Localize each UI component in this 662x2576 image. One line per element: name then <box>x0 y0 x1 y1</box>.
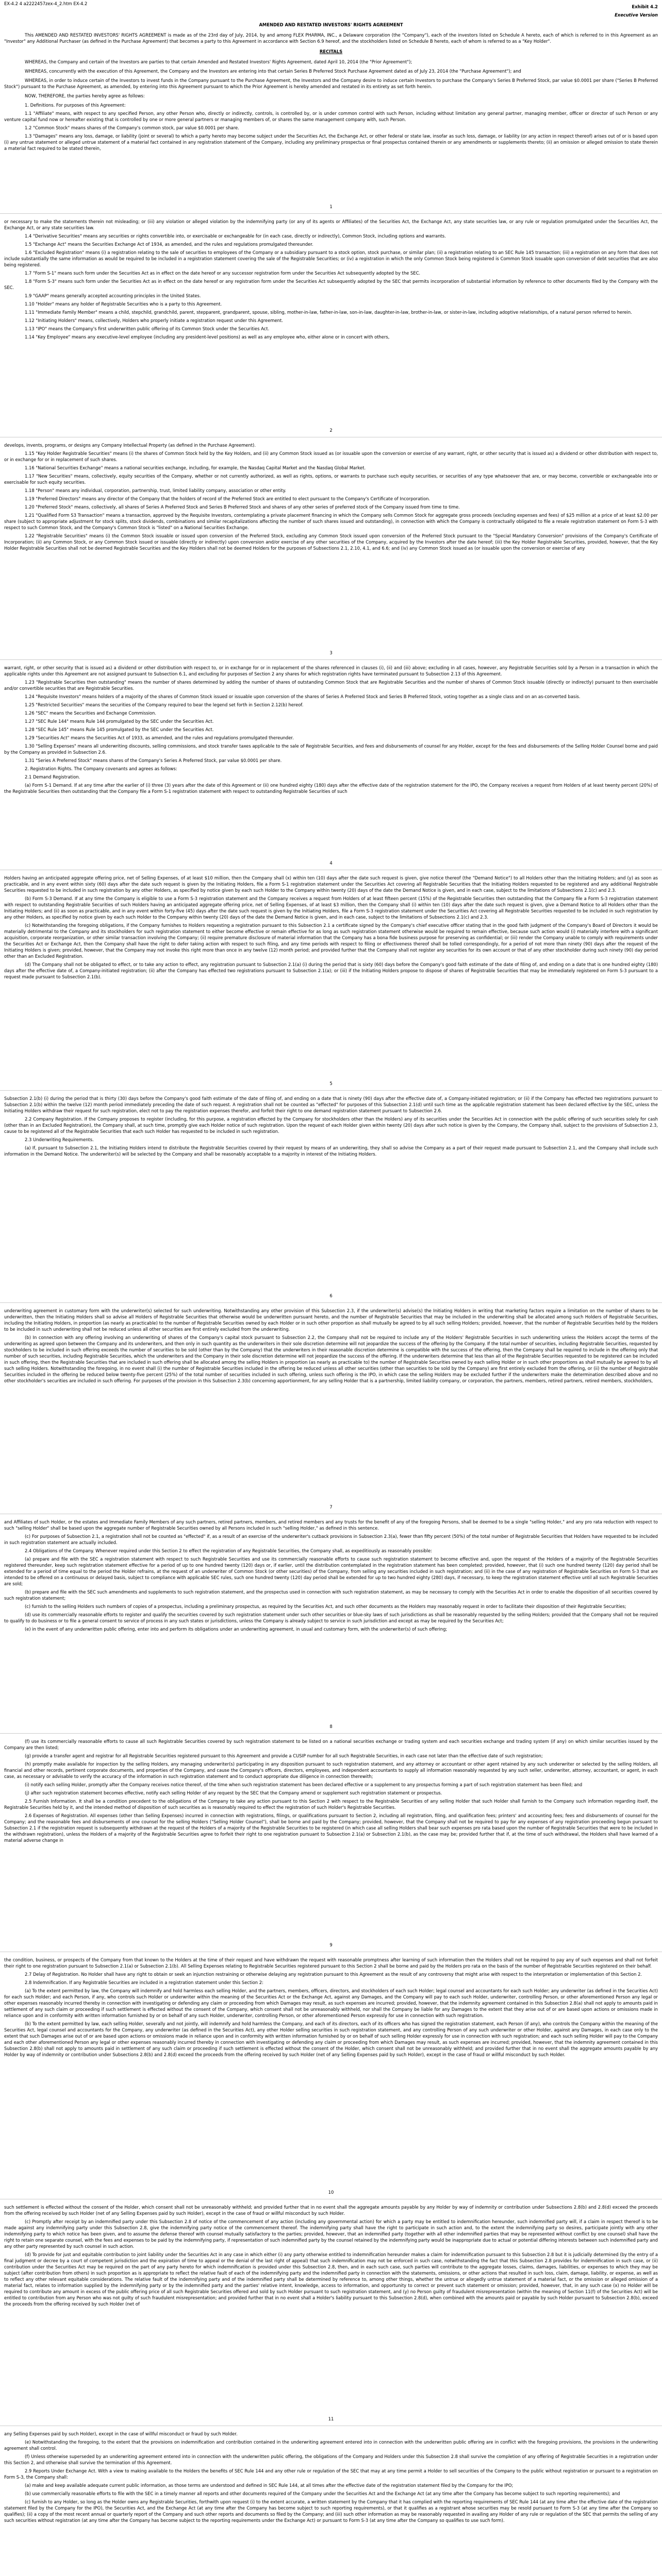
section-1-4: 1.4 "Derivative Securities" means any securities or rights convertible into, or exercisable or exchangeable for (in each case, directly or indirectly), Common Stock, including options and warrants. <box>25 233 446 239</box>
page-12-continuation: any Selling Expenses paid by such Holder), except in the case of willful misconduct or fraud by such Holder. <box>4 2431 238 2436</box>
page-10 <box>4 1957 658 2058</box>
version-label: Executive Version <box>615 12 658 18</box>
section-2-3-a: (a) If, pursuant to Subsection 2.1, the Initiating Holders intend to distribute the Registrable Securities covered by their request by means of an underwriting, they shall so advise the Company as a part of their request made pursuant to Subsection 2.1, and the Company shall include such information in the Demand Notice. The underwriter(s) will be selected by the Company and shall be reasonably acceptable to a majority in interest of the Initiating Holders. <box>4 1145 658 1157</box>
section-2-4-h: (h) promptly make available for inspection by the selling Holders, any managing underwriter(s) participating in any disposition pursuant to such registration statement, and any attorney or accountant or other agent retained by any such underwriter or selected by the selling Holders, all financial and other records, pertinent corporate documents, and properties of the Company, and cause the Company's officers, directors, employees, and independent accountants to supply all information reasonably requested by any such seller, underwriter, attorney, accountant, or agent, in each case, as necessary or advisable to verify the accuracy of the information in such registration statement and to conduct appropriate due diligence in connection therewith; <box>4 1761 658 1779</box>
section-2-4-g: (g) provide a transfer agent and registrar for all Registrable Securities registered pursuant to this Agreement and provide a CUSIP number for all such Registrable Securities, in each case not later than the effective date of such registration; <box>25 1753 543 1758</box>
section-1-18: 1.18 "Person" means any individual, corporation, partnership, trust, limited liability company, association or other entity. <box>25 488 287 493</box>
section-1-5: 1.5 "Exchange Act" means the Securities Exchange Act of 1934, as amended, and the rules and regulations promulgated thereunder. <box>25 242 313 247</box>
section-2-1-c: (c) Notwithstanding the foregoing obligations, if the Company furnishes to Holders requesting a registration pursuant to this Subsection 2.1 a certificate signed by the Company's chief executive officer stating that in the good faith judgment of the Company's Board of Directors it would be materially detrimental to the Company and its stockholders for such registration statement to either become effective or remain effective for as long as such registration statement otherwise would be required to remain effective, because such action would (i) materially interfere with a significant acquisition, corporate reorganization, or other similar transaction involving the Company; (ii) require premature disclosure of material information that the Company has a bona fide business purpose for preserving as confidential; or (iii) render the Company unable to comply with requirements under the Securities Act or Exchange Act, then the Company shall have the right to defer taking action with respect to such filing, and any time periods with respect to filing or effectiveness thereof shall be tolled correspondingly, for a period of not more than ninety (90) days after the request of the Initiating Holders is given; provided, however, that the Company may not invoke this right more than once in any twelve (12) month period; and provided further that the Company shall not register any securities for its own account or that of any other stockholder during such ninety (90) day period other than an Excluded Registration. <box>4 923 658 959</box>
page-number: 3 <box>329 650 333 655</box>
section-2-8-b: (b) To the extent permitted by law, each selling Holder, severally and not jointly, will indemnify and hold harmless the Company, and each of its directors, each of its officers who has signed the registration statement, each Person (if any), who controls the Company within the meaning of the Securities Act, legal counsel and accountants for the Company, any underwriter (as defined in the Securities Act), any other Holder selling securities in such registration statement, and any controlling Person of any such underwriter or other Holder, against any Damages, in each case only to the extent that such Damages arise out of or are based upon actions or omissions made in reliance upon and in conformity with written information furnished by or on behalf of such selling Holder expressly for use in connection with such registration; and each such selling Holder will pay to the Company and each other aforementioned Person any legal or other expenses reasonably incurred thereby in connection with investigating or defending any claim or proceeding from which Damages may result, as such expenses are incurred; provided, however, that the indemnity agreement contained in this Subsection 2.8(b) shall not apply to amounts paid in settlement of any such claim or proceeding if such settlement is effected without the consent of the Holder, which consent shall not be unreasonably withheld; and provided further that in no event shall the aggregate amounts payable by any Holder by way of indemnity or contribution under Subsections 2.8(b) and 2.8(d) exceed the proceeds from the offering received by such Holder (net of any Selling Expenses paid by such Holder), except in the case of fraud or willful misconduct by such Holder. <box>4 2021 658 2057</box>
section-2-8-d: (d) To provide for just and equitable contribution to joint liability under the Securities Act in any case in which either (i) any party otherwise entitled to indemnification hereunder makes a claim for indemnification pursuant to this Subsection 2.8 but it is judicially determined (by the entry of a final judgment or decree by a court of competent jurisdiction and the expiration of time to appeal or the denial of the last right of appeal) that such indemnification may not be enforced in such case, notwithstanding the fact that this Subsection 2.8 provides for indemnification in such case, or (ii) contribution under the Securities Act may be required on the part of any party hereto for which indemnification is provided under this Subsection 2.8, then, and in each such case, such parties will contribute to the aggregate losses, claims, damages, liabilities, or expenses to which they may be subject (after contribution from others) in such proportion as is appropriate to reflect the relative fault of each of the indemnifying party and the indemnified party in connection with the statements, omissions, or other actions that resulted in such loss, claim, damage, liability, or expense, as well as to reflect any other relevant equitable considerations. The relative fault of the indemnifying party and of the indemnified party shall be determined by reference to, among other things, whether the untrue or allegedly untrue statement of a material fact, or the omission or alleged omission of a material fact, relates to information supplied by the indemnifying party or by the indemnified party and the parties' relative intent, knowledge, access to information, and opportunity to correct or prevent such statement or omission; provided, however, that, in any such case (x) no Holder will be required to contribute any amount in excess of the public offering price of all such Registrable Securities offered and sold by such Holder pursuant to such registration statement, and (y) no Person guilty of fraudulent misrepresentation (within the meaning of Section 11(f) of the Securities Act) will be entitled to contribution from any Person who was not guilty of such fraudulent misrepresentation; and provided further that in no event shall a Holder's liability pursuant to this Subsection 2.8(d), when combined with the amounts paid or payable by such Holder pursuant to Subsection 2.8(b), exceed the proceeds from the offering received by such Holder (net of <box>4 2252 658 2307</box>
page-11 <box>4 2204 658 2307</box>
section-2-9-b: (b) use commercially reasonable efforts to file with the SEC in a timely manner all reports and other documents required of the Company under the Securities Act and the Exchange Act (at any time after the Company has become subject to such reporting requirements); and <box>25 2491 620 2496</box>
page-5 <box>4 875 658 980</box>
section-1-11: 1.11 "Immediate Family Member" means a child, stepchild, grandchild, parent, stepparent, grandparent, spouse, sibling, mother-in-law, father-in-law, son-in-law, daughter-in-law, brother-in-law, or sister-in-law, including adoptive relationships, of a natural person referred to herein. <box>25 310 632 315</box>
page-number: 11 <box>328 2416 334 2421</box>
section-2-8-a: (a) To the extent permitted by law, the Company will indemnify and hold harmless each selling Holder, and the partners, members, officers, directors, and stockholders of each such Holder; legal counsel and accountants for each such Holder; any underwriter (as defined in the Securities Act) for each such Holder; and each Person, if any, who controls such Holder or underwriter within the meaning of the Securities Act or the Exchange Act, against any Damages, and the Company will pay to each such Holder, underwriter, controlling Person, or other aforementioned Person any legal or other expenses reasonably incurred thereby in connection with investigating or defending any claim or proceeding from which Damages may result, as such expenses are incurred; provided, however, that the indemnity agreement contained in this Subsection 2.8(a) shall not apply to amounts paid in settlement of any such claim or proceeding if such settlement is effected without the consent of the Company, which consent shall not be unreasonably withheld, nor shall the Company be liable for any Damages to the extent that they arise out of or are based upon actions or omissions made in reliance upon and in conformity with written information furnished by or on behalf of any such Holder, underwriter, controlling Person, or other aforementioned Person expressly for use in connection with such registration. <box>4 1988 658 2018</box>
section-2-5: 2.5 Furnish Information. It shall be a condition precedent to the obligations of the Company to take any action pursuant to this Section 2 with respect to the Registrable Securities of any selling Holder that such Holder shall furnish to the Company such information regarding itself, the Registrable Securities held by it, and the intended method of disposition of such securities as is reasonably required to effect the registration of such Holder's Registrable Securities. <box>4 1799 658 1810</box>
section-1-24: 1.24 "Requisite Investors" means holders of a majority of the shares of Common Stock issued or issuable upon conversion of the shares of Series A Preferred Stock and Series B Preferred Stock, voting together as a single class and on an as-converted basis. <box>25 694 581 699</box>
page-6-continuation: Subsection 2.1(b) (i) during the period that is thirty (30) days before the Company's good faith estimate of the date of filing of, and ending on a date that is ninety (90) days after the effective date of, a Company-initiated registration; or (ii) if the Company has effected two registrations pursuant to Subsection 2.1(b) within the twelve (12) month period immediately preceding the date of such request. A registration shall not be counted as "effected" for purposes of this Subsection 2.1(d) until such time as the applicable registration statement has been declared effective by the SEC, unless the Initiating Holders withdraw their request for such registration, elect not to pay the registration expenses therefor, and forfeit their right to one demand registration statement pursuant to Subsection 2.6. <box>4 1096 658 1113</box>
page-number: 10 <box>328 2190 334 2195</box>
section-1-27: 1.27 "SEC Rule 144" means Rule 144 promulgated by the SEC under the Securities Act. <box>25 719 214 724</box>
agreement-title: AMENDED AND RESTATED INVESTORS' RIGHTS AGREEMENT <box>259 22 403 27</box>
section-2-4-b: (b) prepare and file with the SEC such amendments and supplements to such registration statement, and the prospectus used in connection with such registration statement, as may be necessary to comply with the Securities Act in order to enable the disposition of all securities covered by such registration statement; <box>4 1589 658 1601</box>
page-3 <box>4 442 658 551</box>
section-1-19: 1.19 "Preferred Directors" means any director of the Company that the holders of record of the Preferred Stock are entitled to elect pursuant to the Company's Certificate of Incorporation. <box>25 496 431 501</box>
section-2-1-d: (d) The Company shall not be obligated to effect, or to take any action to effect, any registration pursuant to Subsection 2.1(a) (i) during the period that is sixty (60) days before the Company's good faith estimate of the date of filing of, and ending on a date that is one hundred eighty (180) days after the effective date of, a Company-initiated registration; (ii) after the Company has effected two registrations pursuant to Subsection 2.1(a); or (iii) if the Initiating Holders propose to dispose of shares of Registrable Securities that may be immediately registered on Form S-3 pursuant to a request made pursuant to Subsection 2.1(b). <box>4 962 658 979</box>
section-2-4-c: (c) furnish to the selling Holders such numbers of copies of a prospectus, including a preliminary prospectus, as required by the Securities Act, and such other documents as the Holders may reasonably request in order to facilitate their disposition of their Registrable Securities; <box>25 1604 626 1609</box>
section-2-4-f: (f) use its commercially reasonable efforts to cause all such Registrable Securities covered by such registration statement to be listed on a national securities exchange or trading system and each securities exchange and trading system (if any) on which similar securities issued by the Company are then listed; <box>4 1739 658 1750</box>
section-2-7: 2.7 Delay of Registration. No Holder shall have any right to obtain or seek an injunction restraining or otherwise delaying any registration pursuant to this Agreement as the result of any controversy that might arise with respect to the interpretation or implementation of this Section 2. <box>25 1972 642 1977</box>
section-2-1: 2.1 Demand Registration. <box>25 774 80 779</box>
section-1-3: 1.3 "Damages" means any loss, damage, or liability (joint or several) to which a party hereto may become subject under the Securities Act, the Exchange Act, or other federal or state law, insofar as such loss, damage, or liability (or any action in respect thereof) arises out of or is based upon (i) any untrue statement or alleged untrue statement of a material fact contained in any registration statement of the Company, including any preliminary prospectus or final prospectus contained therein or any amendments or supplements thereto; (ii) an omission or alleged omission to state therein a material fact required to be stated therein, <box>4 133 658 151</box>
recital-1: WHEREAS, the Company and certain of the Investors are parties to that certain Amended and Restated Investors' Rights Agreement, dated April 10, 2014 (the "Prior Agreement"); <box>25 59 412 64</box>
page-4-continuation: warrant, right, or other security that is issued as) a dividend or other distribution with respect to, or in exchange for or in replacement of the shares referenced in clauses (i), (ii) and (iii) above; excluding in all cases, however, any Registrable Securities sold by a Person in a transaction in which the applicable rights under this Agreement are not assigned pursuant to Subsection 6.1, and excluding for purposes of Section 2 any shares for which registration rights have terminated pursuant to Subsection 2.13 of this Agreement. <box>4 665 658 676</box>
section-2-6: 2.6 Expenses of Registration. All expenses (other than Selling Expenses) incurred in connection with registrations, filings, or qualifications pursuant to Section 2, including all registration, filing, and qualification fees; printers' and accounting fees; fees and disbursements of counsel for the Company; and the reasonable fees and disbursements of one counsel for the selling Holders ("Selling Holder Counsel"), shall be borne and paid by the Company; provided, however, that the Company shall not be required to pay for any expenses of any registration proceeding begun pursuant to Subsection 2.1 if the registration request is subsequently withdrawn at the request of the Holders of a majority of the Registrable Securities to be registered (in which case all selling Holders shall bear such expenses pro rata based upon the number of Registrable Securities that were to be included in the withdrawn registration), unless the Holders of a majority of the Registrable Securities agree to forfeit their right to one registration pursuant to Subsection 2.1(a) or Subsection 2.1(b), as the case may be; provided further that if, at the time of such withdrawal, the Holders shall have learned of a material adverse change in <box>4 1813 658 1843</box>
section-2-4-i: (i) notify each selling Holder, promptly after the Company receives notice thereof, of the time when such registration statement has been declared effective or a supplement to any prospectus forming a part of such registration statement has been filed; and <box>25 1782 583 1787</box>
page-5-continuation: Holders having an anticipated aggregate offering price, net of Selling Expenses, of at least $10 million, then the Company shall (x) within ten (10) days after the date such request is given, give notice thereof (the "Demand Notice") to all Holders other than the Initiating Holders; and (y) as soon as practicable, and in any event within sixty (60) days after the date such request is given by the Initiating Holders, file a Form S-1 registration statement under the Securities Act covering all Registrable Securities that the Initiating Holders requested to be registered and any additional Registrable Securities requested to be included in such registration by any other Holders, as specified by notice given by each such Holder to the Company within twenty (20) days of the date the Demand Notice is given, and in each case, subject to the limitations of Subsections 2.1(c) and 2.3. <box>4 875 658 893</box>
section-2-8-f: (f) Unless otherwise superseded by an underwriting agreement entered into in connection with the underwritten public offering, the obligations of the Company and Holders under this Subsection 2.8 shall survive the completion of any offering of Registrable Securities in a registration under this Section 2, and otherwise shall survive the termination of this Agreement. <box>4 2454 658 2465</box>
section-2-4-d: (d) use its commercially reasonable efforts to register and qualify the securities covered by such registration statement under such other securities or blue-sky laws of such jurisdictions as shall be reasonably requested by the selling Holders; provided that the Company shall not be required to qualify to do business or to file a general consent to service of process in any such states or jurisdictions, unless the Company is already subject to service in such jurisdiction and except as may be required by the Securities Act; <box>4 1612 658 1623</box>
section-2-4-e: (e) in the event of any underwritten public offering, enter into and perform its obligations under an underwriting agreement, in usual and customary form, with the underwriter(s) of such offering; <box>25 1626 448 1632</box>
section-1-30: 1.30 "Selling Expenses" means all underwriting discounts, selling commissions, and stock transfer taxes applicable to the sale of Registrable Securities, and fees and disbursements of counsel for any Holder, except for the fees and disbursements of the Selling Holder Counsel borne and paid by the Company as provided in Subsection 2.6. <box>4 743 658 755</box>
page-number: 6 <box>329 1293 333 1298</box>
page-10-continuation: the condition, business, or prospects of the Company from that known to the Holders at the time of their request and have withdrawn the request with reasonable promptness after learning of such information then the Holders shall not be required to pay any of such expenses and shall not forfeit their right to one registration pursuant to Subsection 2.1(a) or Subsection 2.1(b). All Selling Expenses relating to Registrable Securities registered pursuant to this Section 2 shall be borne and paid by the Holders pro rata on the basis of the number of Registrable Securities registered on their behalf. <box>4 1957 658 1969</box>
section-1-29: 1.29 "Securities Act" means the Securities Act of 1933, as amended, and the rules and regulations promulgated thereunder. <box>25 735 294 740</box>
section-1-28: 1.28 "SEC Rule 145" means Rule 145 promulgated by the SEC under the Securities Act. <box>25 727 214 732</box>
page-3-continuation: develops, invents, programs, or designs any Company Intellectual Property (as defined in the Purchase Agreement). <box>4 443 256 448</box>
section-1-14: 1.14 "Key Employee" means any executive-level employee (including any president-level positions) as well as any employee who, either alone or in concert with others, <box>25 334 390 340</box>
page-6 <box>4 1095 658 1157</box>
section-2-3: 2.3 Underwriting Requirements. <box>25 1137 94 1142</box>
recitals-title: RECITALS <box>319 49 343 54</box>
section-2: 2. Registration Rights. The Company covenants and agrees as follows: <box>25 766 177 771</box>
page-divider <box>0 659 662 660</box>
section-1-23: 1.23 "Registrable Securities then outstanding" means the number of shares determined by adding the number of shares of outstanding Common Stock that are Registrable Securities and the number of shares of Common Stock issuable (directly or indirectly) pursuant to then exercisable and/or convertible securities that are Registrable Securities. <box>4 680 658 691</box>
page-7 <box>4 1308 658 1384</box>
page-2-continuation: or necessary to make the statements therein not misleading; or (iii) any violation or alleged violation by the indemnifying party (or any of its agents or Affiliates) of the Securities Act, the Exchange Act, any state securities law, or any rule or regulation promulgated under the Securities Act, the Exchange Act, or any state securities law. <box>4 219 658 230</box>
section-2-1-a: (a) Form S-1 Demand. If at any time after the earlier of (i) three (3) years after the date of this Agreement or (ii) one hundred eighty (180) days after the effective date of the registration statement for the IPO, the Company receives a request from Holders of at least twenty percent (20%) of the Registrable Securities then outstanding that the Company file a Form S-1 registration statement with respect to outstanding Registrable Securities of such <box>4 783 658 794</box>
page-1 <box>4 22 658 151</box>
section-1-21: 1.21 "Qualified Form S3 Transaction" means a transaction, approved by the Requisite Investors, contemplating a private placement financing in which the Company sells Common Stock for aggregate gross proceeds (excluding expenses and fees) of $25 million at a price of at least $2.00 per share (subject to appropriate adjustment for stock splits, stock dividends, combinations and similar recapitalizations affecting the number of such shares issued and outstanding), in connection with which the Company is contractually obligated to file a resale registration statement on Form S-3 with respect to such Common Stock, and the Company's Common Stock is "listed" on a National Securities Exchange. <box>4 513 658 530</box>
section-2-9-c: (c) furnish to any Holder, so long as the Holder owns any Registrable Securities, forthwith upon request (i) to the extent accurate, a written statement by the Company that it has complied with the reporting requirements of SEC Rule 144 (at any time after the effective date of the registration statement filed by the Company for the IPO), the Securities Act, and the Exchange Act (at any time after the Company has become subject to such reporting requirements), or that it qualifies as a registrant whose securities may be resold pursuant to Form S-3 (at any time after the Company so qualifies); (ii) a copy of the most recent annual or quarterly report of the Company and such other reports and documents so filed by the Company; and (iii) such other information as may be reasonably requested in availing any Holder of any rule or regulation of the SEC that permits the selling of any such securities without registration (at any time after the Company has become subject to the reporting requirements under the Exchange Act) or pursuant to Form S-3 (at any time after the Company so qualifies to use such form). <box>4 2499 658 2523</box>
page-number: 5 <box>329 1081 333 1086</box>
page-number: 1 <box>329 204 333 209</box>
section-1-20: 1.20 "Preferred Stock" means, collectively, all shares of Series A Preferred Stock and Series B Preferred Stock and shares of any other series of preferred stock of the Company issued from time to time. <box>25 504 460 510</box>
section-2-4: 2.4 Obligations of the Company. Whenever required under this Section 2 to effect the registration of any Registrable Securities, the Company shall, as expeditiously as reasonably possible: <box>25 1548 432 1553</box>
section-1-15: 1.15 "Key Holder Registrable Securities" means (i) the shares of Common Stock held by the Key Holders, and (ii) any Common Stock issued as (or issuable upon the conversion or exercise of any warrant, right, or other security that is issued as) a dividend or other distribution with respect to, or in exchange for or in replacement of such shares. <box>4 451 658 462</box>
filename-header: EX-4.2 4 a2222457zex-4_2.htm EX-4.2 <box>4 1 88 6</box>
intro-paragraph: This AMENDED AND RESTATED INVESTORS' RIGHTS AGREEMENT is made as of the 23rd day of July, 2014, by and among FLEX PHARMA, INC., a Delaware corporation (the "Company"), each of the investors listed on Schedule A hereto, each of which is referred to in this Agreement as an "Investor" any Additional Purchaser (as defined in the Purchase Agreement) that becomes a party to this Agreement in accordance with Section 6.9 hereof, and the stockholders listed on Schedule B hereto, each of whom is referred to as a "Key Holder". <box>4 32 658 44</box>
section-1-12: 1.12 "Initiating Holders" means, collectively, Holders who properly initiate a registration request under this Agreement. <box>25 318 283 323</box>
page-2 <box>4 218 658 340</box>
section-1-6: 1.6 "Excluded Registration" means (i) a registration relating to the sale of securities to employees of the Company or a subsidiary pursuant to a stock option, stock purchase, or similar plan; (ii) a registration relating to an SEC Rule 145 transaction; (iii) a registration on any form that does not include substantially the same information as would be required to be included in a registration statement covering the sale of the Registrable Securities; or (iv) a registration in which the only Common Stock being registered is Common Stock issuable upon conversion of debt securities that are also being registered. <box>4 250 658 267</box>
section-1-10: 1.10 "Holder" means any holder of Registrable Securities who is a party to this Agreement. <box>25 301 222 307</box>
section-1-31: 1.31 "Series A Preferred Stock" means shares of the Company's Series A Preferred Stock, par value $0.0001 per share. <box>25 758 282 763</box>
section-1-26: 1.26 "SEC" means the Securities and Exchange Commission. <box>25 710 157 716</box>
section-2-3-b: (b) In connection with any offering involving an underwriting of shares of the Company's capital stock pursuant to Subsection 2.2, the Company shall not be required to include any of the Holders' Registrable Securities in such underwriting unless the Holders accept the terms of the underwriting as agreed upon between the Company and its underwriters, and then only in such quantity as the underwriters in their sole discretion determine will not jeopardize the success of the offering by the Company. If the total number of securities, including Registrable Securities, requested by stockholders to be included in such offering exceeds the number of securities to be sold (other than by the Company) that the underwriters in their reasonable discretion determine is compatible with the success of the offering, then the Company shall be required to include in the offering only that number of such securities, including Registrable Securities, which the underwriters and the Company in their sole discretion determine will not jeopardize the success of the offering. If the underwriters determine that less than all of the Registrable Securities requested to be registered can be included in such offering, then the Registrable Securities that are included in such offering shall be allocated among the selling Holders in proportion (as nearly as practicable to) the number of Registrable Securities owned by each selling Holder or in such other proportions as shall mutually be agreed to by all such selling Holders. Notwithstanding the foregoing, in no event shall (i) the number of Registrable Securities included in the offering be reduced unless all other securities (other than securities to be sold by the Company) are first entirely excluded from the offering, or (ii) the number of Registrable Securities included in the offering be reduced below twenty-five percent (25%) of the total number of securities included in such offering, unless such offering is the IPO, in which case the selling Holders may be excluded further if the underwriters make the determination described above and no other stockholder's securities are included in such offering. For purposes of the provision in this Subsection 2.3(b) concerning apportionment, for any selling Holder that is a partnership, limited liability company, or corporation, the partners, members, retired partners, retired members, stockholders, <box>4 1335 658 1383</box>
exhibit-label: Exhibit 4.2 <box>632 4 658 9</box>
page-8-continuation: and Affiliates of such Holder, or the estates and Immediate Family Members of any such partners, retired partners, members, and retired members and any trusts for the benefit of any of the foregoing Persons, shall be deemed to be a single "selling Holder," and any pro rata reduction with respect to such "selling Holder" shall be based upon the aggregate number of Registrable Securities owned by all Persons included in such "selling Holder," as defined in this sentence. <box>4 1519 658 1531</box>
section-2-2: 2.2 Company Registration. If the Company proposes to register (including, for this purpose, a registration effected by the Company for stockholders other than the Holders) any of its securities under the Securities Act in connection with the public offering of such securities solely for cash (other than in an Excluded Registration), the Company shall, at such time, promptly give each Holder notice of such registration. Upon the request of each Holder given within twenty (20) days after such notice is given by the Company, the Company shall, subject to the provisions of Subsection 2.3, cause to be registered all of the Registrable Securities that each such Holder has requested to be included in such registration. <box>4 1116 658 1134</box>
recital-2: WHEREAS, concurrently with the execution of this Agreement, the Company and the Investors are entering into that certain Series B Preferred Stock Purchase Agreement dated as of July 23, 2014 (the "Purchase Agreement"); and <box>25 69 521 74</box>
recital-3: WHEREAS, in order to induce certain of the Investors to invest funds in the Company pursuant to the Purchase Agreement, the Investors and the Company desire to induce certain Investors to purchase the Company's Series B Preferred Stock, par value $0.0001 per share ("Series B Preferred Stock") pursuant to the Purchase Agreement, as amended, by entering into this Agreement pursuant to which the Prior Agreement is hereby amended and restated in its entirety as set forth herein. <box>4 78 658 89</box>
section-2-4-a: (a) prepare and file with the SEC a registration statement with respect to such Registrable Securities and use its commercially reasonable efforts to cause such registration statement to become effective and, upon the request of the Holders of a majority of the Registrable Securities registered thereunder, keep such registration statement effective for a period of up to one hundred twenty (120) days or, if earlier, until the distribution contemplated in the registration statement has been completed; provided, however, that (i) such one hundred twenty (120) day period shall be extended for a period of time equal to the period the Holder refrains, at the request of an underwriter of Common Stock (or other securities) of the Company, from selling any securities included in such registration; and (ii) in the case of any registration of Registrable Securities on Form S-3 that are intended to be offered on a continuous or delayed basis, subject to compliance with applicable SEC rules, such one hundred twenty (120) day period shall be extended for up to two hundred eighty (280) days, if necessary, to keep the registration statement effective until all such Registrable Securities are sold; <box>4 1556 658 1586</box>
section-2-8: 2.8 Indemnification. If any Registrable Securities are included in a registration statement under this Section 2: <box>25 1980 263 1985</box>
section-1-7: 1.7 "Form S-1" means such form under the Securities Act as in effect on the date hereof or any successor registration form under the Securities Act subsequently adopted by the SEC. <box>25 270 421 276</box>
section-1-16: 1.16 "National Securities Exchange" means a national securities exchange, including, for example, the Nasdaq Capital Market and the Nasdaq Global Market. <box>25 465 366 470</box>
page-number: 4 <box>329 860 333 866</box>
page-12 <box>4 2431 658 2523</box>
page-11-continuation: such settlement is effected without the consent of the Holder, which consent shall not be unreasonably withheld; and provided further that in no event shall the aggregate amounts payable by any Holder by way of indemnity or contribution under Subsections 2.8(b) and 2.8(d) exceed the proceeds from the offering received by such Holder (net of any Selling Expenses paid by such Holder), except in the case of fraud or willful misconduct by such Holder. <box>4 2205 658 2216</box>
section-1-1: 1.1 "Affiliate" means, with respect to any specified Person, any other Person who, directly or indirectly, controls, is controlled by, or is under common control with such Person, including without limitation any general partner, managing member, officer or director of such Person or any venture capital fund now or hereafter existing that is controlled by one or more general partners or managing members of, or shares the same management company with, such Person. <box>4 111 658 122</box>
section-2-4-j: (j) after such registration statement becomes effective, notify each selling Holder of any request by the SEC that the Company amend or supplement such registration statement or prospectus. <box>25 1790 442 1795</box>
section-1: 1. Definitions. For purposes of this Agreement: <box>25 103 126 108</box>
section-2-8-e: (e) Notwithstanding the foregoing, to the extent that the provisions on indemnification and contribution contained in the underwriting agreement entered into in connection with the underwritten public offering are in conflict with the foregoing provisions, the provisions in the underwriting agreement shall control. <box>4 2439 658 2451</box>
page-number: 9 <box>329 1942 333 1947</box>
section-1-8: 1.8 "Form S-3" means such form under the Securities Act as in effect on the date hereof or any registration form under the Securities Act subsequently adopted by the SEC that permits incorporation of substantial information by reference to other documents filed by the Company with the SEC. <box>4 279 658 290</box>
page-4 <box>4 665 658 794</box>
page-number: 7 <box>329 1504 333 1510</box>
page-number: 8 <box>329 1724 333 1729</box>
page-divider <box>0 1733 662 1734</box>
page-divider <box>0 213 662 214</box>
section-1-13: 1.13 "IPO" means the Company's first underwritten public offering of its Common Stock under the Securities Act. <box>25 326 270 331</box>
section-1-25: 1.25 "Restricted Securities" means the securities of the Company required to bear the legend set forth in Section 2.12(b) hereof. <box>25 702 304 707</box>
page-number: 2 <box>329 428 333 433</box>
section-1-9: 1.9 "GAAP" means generally accepted accounting principles in the United States. <box>25 293 201 298</box>
section-2-9-a: (a) make and keep available adequate current public information, as those terms are understood and defined in SEC Rule 144, at all times after the effective date of the registration statement filed by the Company for the IPO; <box>25 2483 514 2488</box>
page-divider <box>0 1302 662 1303</box>
exhibit-header <box>615 4 658 18</box>
section-1-2: 1.2 "Common Stock" means shares of the Company's common stock, par value $0.0001 per share. <box>25 125 239 130</box>
section-1-17: 1.17 "New Securities" means, collectively, equity securities of the Company, whether or not currently authorized, as well as rights, options, or warrants to purchase such equity securities, or securities of any type whatsoever that are, or may become, convertible or exchangeable into or exercisable for such equity securities. <box>4 473 658 485</box>
section-2-3-c: (c) For purposes of Subsection 2.1, a registration shall not be counted as "effected" if, as a result of an exercise of the underwriter's cutback provisions in Subsection 2.3(a), fewer than fifty percent (50%) of the total number of Registrable Securities that Holders have requested to be included in such registration statement are actually included. <box>4 1534 658 1545</box>
page-7-continuation: underwriting agreement in customary form with the underwriter(s) selected for such underwriting. Notwithstanding any other provision of this Subsection 2.3, if the underwriter(s) advise(s) the Initiating Holders in writing that marketing factors require a limitation on the number of shares to be underwritten, then the Initiating Holders shall so advise all Holders of Registrable Securities that otherwise would be underwritten pursuant hereto, and the number of Registrable Securities that may be included in the underwriting shall be allocated among such Holders of Registrable Securities, including the Initiating Holders, in proportion (as nearly as practicable) to the number of Registrable Securities owned by each Holder or in such other proportion as shall mutually be agreed to by all such selling Holders; provided, however, that the number of Registrable Securities held by the Holders to be included in such underwriting shall not be reduced unless all other securities are first entirely excluded from the underwriting. <box>4 1308 658 1332</box>
page-8 <box>4 1519 658 1632</box>
section-2-9: 2.9 Reports Under Exchange Act. With a view to making available to the Holders the benefits of SEC Rule 144 and any other rule or regulation of the SEC that may at any time permit a Holder to sell securities of the Company to the public without registration or pursuant to a registration on Form S-3, the Company shall: <box>4 2468 658 2480</box>
recital-4: NOW, THEREFORE, the parties hereby agree as follows: <box>25 93 145 98</box>
section-2-1-b: (b) Form S-3 Demand. If at any time the Company is eligible to use a Form S-3 registration statement and the Company receives a request from Holders of at least fifteen percent (15%) of the Registrable Securities then outstanding that the Company file a Form S-3 registration statement with respect to outstanding Registrable Securities of such Holders having an anticipated aggregate offering price, net of Selling Expenses, of at least $3 million, then the Company shall (i) within ten (10) days after the date such request is given, give a Demand Notice to all Holders other than the Initiating Holders; and (ii) as soon as practicable, and in any event within forty-five (45) days after the date such request is given by the Initiating Holders, file a Form S-3 registration statement under the Securities Act covering all Registrable Securities requested to be included in such registration by any other Holders, as specified by notice given by each such Holder to the Company within twenty (20) days of the date the Demand Notice is given, and in each case, subject to the limitations of Subsections 2.1(c) and 2.3. <box>4 896 658 920</box>
section-2-8-c: (c) Promptly after receipt by an indemnified party under this Subsection 2.8 of notice of the commencement of any action (including any governmental action) for which a party may be entitled to indemnification hereunder, such indemnified party will, if a claim in respect thereof is to be made against any indemnifying party under this Subsection 2.8, give the indemnifying party notice of the commencement thereof. The indemnifying party shall have the right to participate in such action and, to the extent the indemnifying party so desires, participate jointly with any other indemnifying party to which notice has been given, and to assume the defense thereof with counsel mutually satisfactory to the parties; provided, however, that an indemnified party (together with all other indemnified parties that may be represented without conflict by one counsel) shall have the right to retain one separate counsel, with the fees and expenses to be paid by the indemnifying party, if representation of such indemnified party by the counsel retained by the indemnifying party would be inappropriate due to actual or potential differing interests between such indemnified party and any other party represented by such counsel in such action. <box>4 2219 658 2249</box>
section-1-22: 1.22 "Registrable Securities" means (i) the Common Stock issuable or issued upon conversion of the Preferred Stock, excluding any Common Stock issued upon conversion of the Preferred Stock pursuant to the "Special Mandatory Conversion" provisions of the Company's Certificate of Incorporation; (ii) any Common Stock, or any Common Stock issued or issuable (directly or indirectly) upon conversion and/or exercise of any other securities of the Company, acquired by the Investors after the date hereof; (iii) the Key Holder Registrable Securities, provided, however, that the Key Holder Registrable Securities shall not be deemed Registrable Securities and the Key Holders shall not be deemed Holders for the purposes of Subsections 2.1, 2.10, 4.1, and 6.6; and (iv) any Common Stock issued as (or issuable upon the conversion or exercise of any <box>4 533 658 551</box>
page-divider <box>0 1090 662 1091</box>
page-9 <box>4 1738 658 1843</box>
